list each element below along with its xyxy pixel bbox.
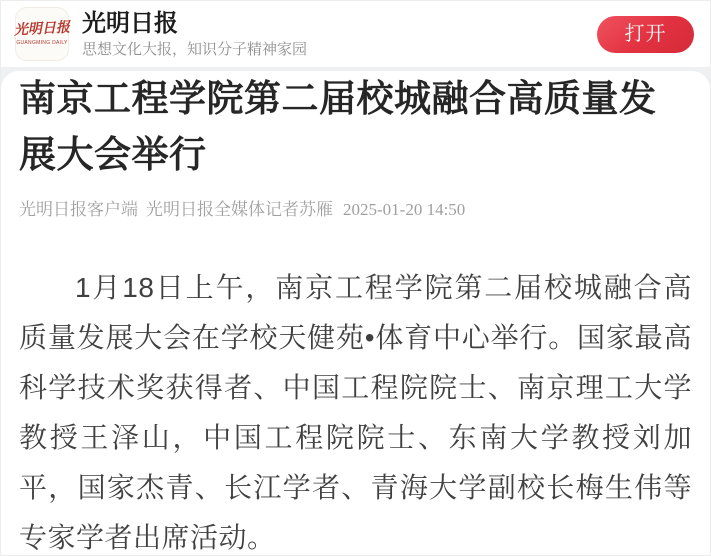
content-background — [1, 67, 710, 556]
article-byline — [19, 197, 692, 223]
open-app-button[interactable]: 打开 — [597, 16, 694, 53]
article-source: 光明日报客户端 — [19, 200, 138, 219]
guangming-daily-logo-icon — [15, 7, 69, 61]
article-datetime: 2025-01-20 14:50 — [343, 200, 466, 219]
app-banner — [1, 1, 710, 67]
app-tagline: 思想文化大报，知识分子精神家园 — [82, 41, 308, 58]
logo-calligraphy-text: 光明日报 — [13, 20, 71, 38]
article-card — [1, 71, 710, 556]
logo-english-text: GUANGMING DAILY — [16, 39, 68, 46]
app-info — [82, 10, 597, 59]
article-title: 南京工程学院第二届校城融合高质量发展大会举行 — [19, 78, 657, 175]
article-reporter: 光明日报全媒体记者苏雁 — [146, 200, 333, 219]
app-name: 光明日报 — [82, 10, 178, 37]
article-paragraph: 1月18日上午，南京工程学院第二届校城融合高质量发展大会在学校天健苑•体育中心举行。国家最高科学技术奖获得者、中国工程院院士、南京理工大学教授王泽山，中国工程院院士、东南大学教授刘加平，国家杰青、长江学者、青海大学副校长梅生伟等专家学者出席活动。 — [19, 272, 692, 553]
